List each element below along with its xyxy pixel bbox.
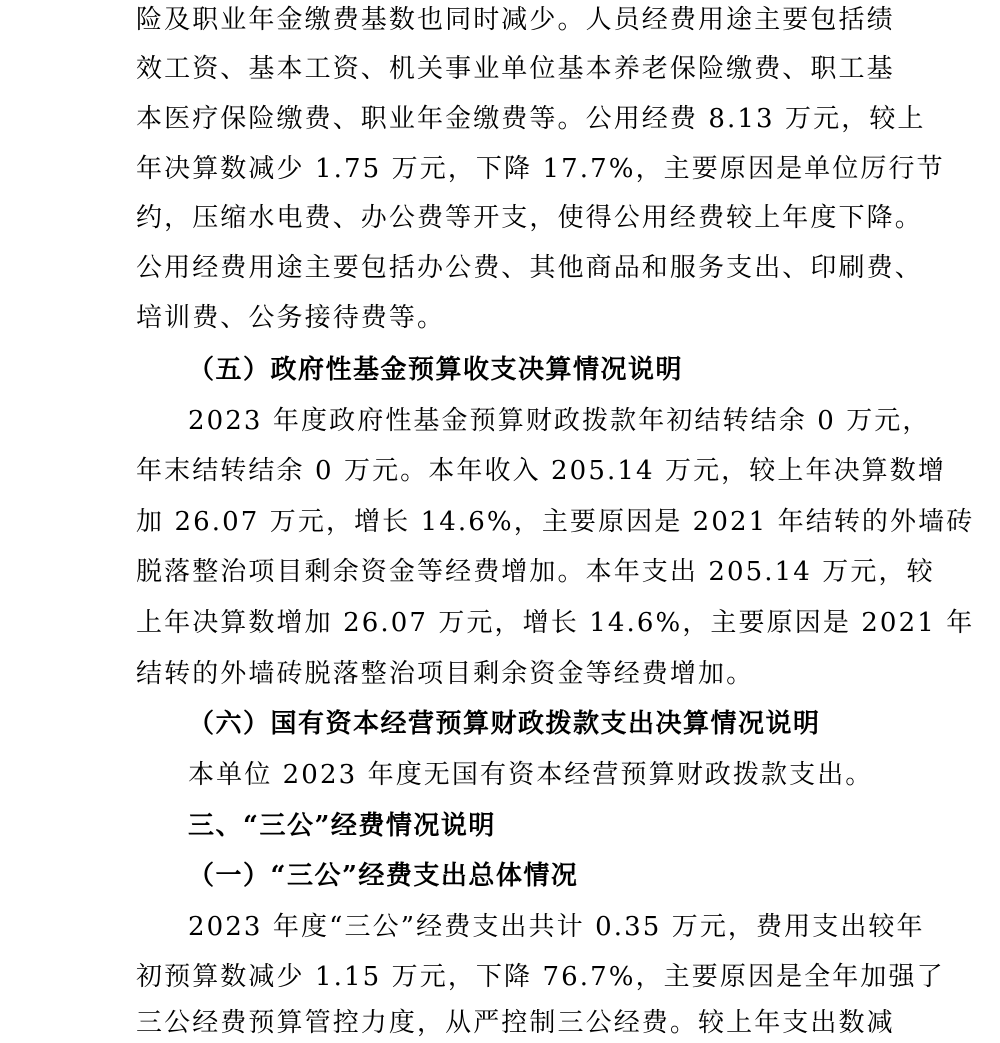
paragraph-line: 年决算数减少 1.75 万元，下降 17.7%，主要原因是单位厉行节 <box>136 154 945 184</box>
paragraph-line: 加 26.07 万元，增长 14.6%，主要原因是 2021 年结转的外墙砖 <box>136 507 975 537</box>
paragraph-line: 三公经费预算管控力度，从严控制三公经费。较上年支出数减 <box>136 1008 895 1038</box>
paragraph-line: 结转的外墙砖脱落整治项目剩余资金等经费增加。 <box>136 659 755 689</box>
paragraph-line: 约，压缩水电费、办公费等开支，使得公用经费较上年度下降。 <box>136 203 923 233</box>
paragraph-line: 本单位 2023 年度无国有资本经营预算财政拨款支出。 <box>188 760 874 790</box>
paragraph-line: 年末结转结余 0 万元。本年收入 205.14 万元，较上年决算数增 <box>136 456 946 486</box>
section-heading-three: 三、“三公”经费情况说明 <box>188 811 496 841</box>
paragraph-line: 险及职业年金缴费基数也同时减少。人员经费用途主要包括绩 <box>136 5 895 35</box>
paragraph-line: 2023 年度政府性基金预算财政拨款年初结转结余 0 万元， <box>188 406 931 436</box>
section-heading-five: （五）政府性基金预算收支决算情况说明 <box>188 355 684 385</box>
section-heading-six: （六）国有资本经营预算财政拨款支出决算情况说明 <box>188 709 821 739</box>
paragraph-line: 初预算数减少 1.15 万元，下降 76.7%，主要原因是全年加强了 <box>136 962 945 992</box>
paragraph-line: 培训费、公务接待费等。 <box>136 303 446 333</box>
paragraph-line: 效工资、基本工资、机关事业单位基本养老保险缴费、职工基 <box>136 54 895 84</box>
paragraph-line: 2023 年度“三公”经费支出共计 0.35 万元，费用支出较年 <box>188 912 925 942</box>
paragraph-line: 公用经费用途主要包括办公费、其他商品和服务支出、印刷费、 <box>136 253 923 283</box>
subsection-heading-one: （一）“三公”经费支出总体情况 <box>188 861 579 891</box>
paragraph-line: 脱落整治项目剩余资金等经费增加。本年支出 205.14 万元，较 <box>136 557 935 587</box>
paragraph-line: 本医疗保险缴费、职业年金缴费等。公用经费 8.13 万元，较上 <box>136 104 926 134</box>
paragraph-line: 上年决算数增加 26.07 万元，增长 14.6%，主要原因是 2021 年 <box>136 608 975 638</box>
